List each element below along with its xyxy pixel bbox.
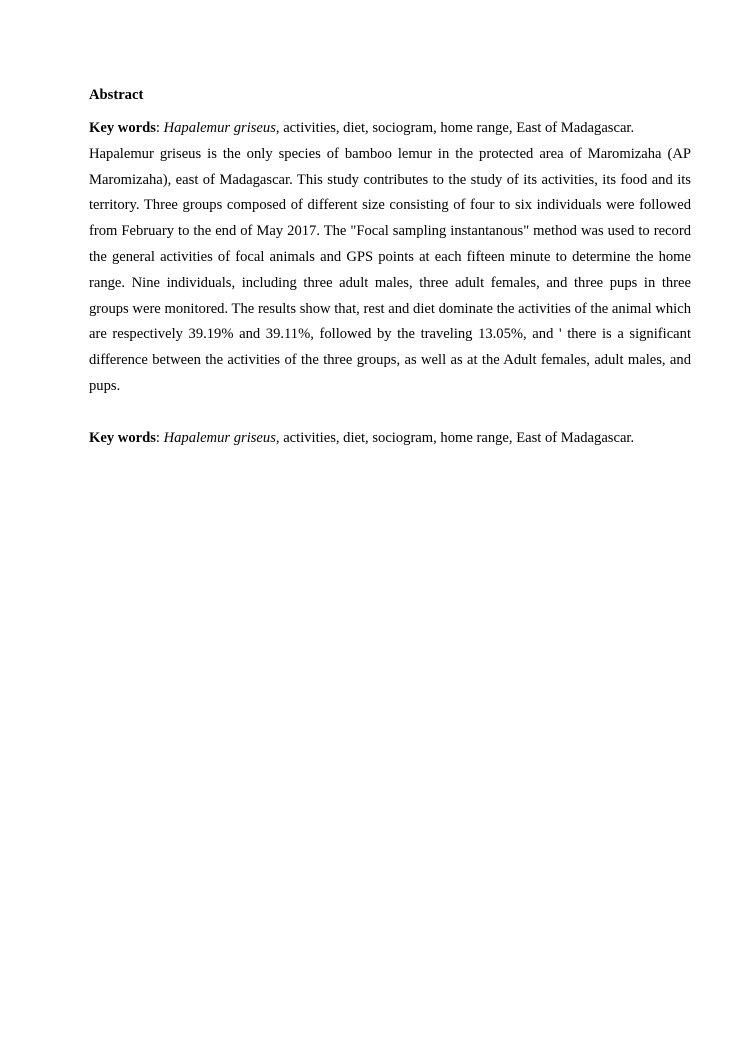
keywords-species: Hapalemur griseus bbox=[163, 120, 276, 136]
keywords-label: Key words bbox=[89, 429, 156, 446]
keywords-label: Key words bbox=[89, 120, 156, 136]
keywords-separator: : bbox=[155, 429, 164, 446]
keywords-species: Hapalemur griseus bbox=[163, 429, 276, 446]
keywords-rest: , activities, diet, sociogram, home range, East of Madagascar. bbox=[275, 120, 635, 136]
keywords-separator: : bbox=[155, 120, 164, 136]
abstract-body: Hapalemur griseus is the only species of bamboo lemur in the protected area of Maromizaha (AP Maromizaha), east of Madagascar. This study contributes to the study of its activities, its food and its territory. Three groups composed of different size consisting of four to six individuals were followed from February to the end of May 2017. The "Focal sampling instantanous" method was used to record the general activities of focal animals and GPS points at each fifteen minute to determine the home range. Nine individuals, including three adult males, three adult females, and three pups in three groups were monitored. The results show that, rest and diet dominate the activities of the animal which are respectively 39.19% and 39.11%, followed by the traveling 13.05%, and ' there is a significant difference between the activities of the three groups, as well as at the Adult females, adult males, and pups. bbox=[89, 145, 691, 394]
keywords-rest: , activities, diet, sociogram, home range, East of Madagascar. bbox=[275, 429, 635, 446]
document-page bbox=[89, 86, 691, 452]
keywords-line-top bbox=[89, 116, 691, 142]
abstract-heading: Abstract bbox=[89, 87, 144, 103]
keywords-line-bottom bbox=[89, 426, 691, 452]
